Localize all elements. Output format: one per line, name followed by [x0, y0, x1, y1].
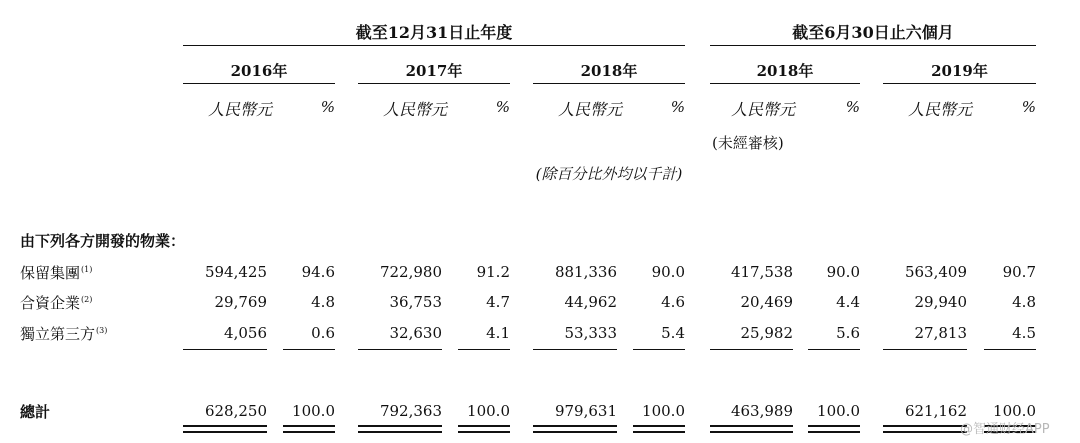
table-cell: 5.6 [836, 324, 860, 342]
table-cell: 44,962 [564, 293, 617, 311]
pct-label: % [495, 98, 510, 116]
unit-label: 人民幣元 [382, 100, 447, 119]
unit-label: 人民幣元 [207, 100, 272, 119]
year-2016: 2016年 [230, 62, 288, 80]
sum-underline [710, 349, 793, 350]
year-underline [358, 83, 510, 84]
table-cell: 0.6 [311, 324, 335, 342]
table-cell: 563,409 [904, 263, 967, 281]
total-double-underline [458, 431, 510, 433]
table-cell: 29,769 [214, 293, 267, 311]
total-double-underline [358, 431, 442, 433]
sum-underline [808, 349, 860, 350]
header-six-months: 截至6月30日止六個月 [792, 23, 954, 42]
header-underline-1 [183, 45, 685, 46]
total-label: 總計 [20, 403, 51, 421]
table-cell: 4.5 [1012, 324, 1036, 342]
total-double-underline [533, 425, 617, 427]
table-cell: 5.4 [661, 324, 685, 342]
table-cell: 881,336 [554, 263, 617, 281]
total-cell: 100.0 [642, 402, 685, 420]
total-cell: 100.0 [817, 402, 860, 420]
year-underline [883, 83, 1036, 84]
sum-underline [633, 349, 685, 350]
total-double-underline [533, 431, 617, 433]
unit-label: 人民幣元 [730, 100, 795, 119]
year-2017: 2017年 [405, 62, 463, 80]
sum-underline [984, 349, 1036, 350]
sum-underline [458, 349, 510, 350]
year-underline [183, 83, 335, 84]
table-cell: 4.7 [486, 293, 510, 311]
total-double-underline [358, 425, 442, 427]
table-cell: 25,982 [740, 324, 793, 342]
section-title: 由下列各方開發的物業： [20, 232, 186, 250]
sum-underline [883, 349, 967, 350]
table-cell: 20,469 [740, 293, 793, 311]
total-double-underline [808, 431, 860, 433]
sum-underline [358, 349, 442, 350]
total-cell: 628,250 [204, 402, 267, 420]
total-double-underline [710, 431, 793, 433]
table-cell: 722,980 [379, 263, 442, 281]
header-underline-2 [710, 45, 1036, 46]
table-cell: 4.4 [836, 293, 860, 311]
year-underline [533, 83, 685, 84]
row-label: 獨立第三方$^{(3)}$ [20, 325, 108, 343]
total-double-underline [283, 425, 335, 427]
pct-label: % [845, 98, 860, 116]
total-cell: 100.0 [467, 402, 510, 420]
total-double-underline [633, 425, 685, 427]
pct-label: % [670, 98, 685, 116]
total-double-underline [883, 425, 967, 427]
year-underline [710, 83, 860, 84]
total-double-underline [883, 431, 967, 433]
year-2019-h1: 2019年 [931, 62, 988, 80]
header-year-ended: 截至12月31日止年度 [355, 23, 513, 42]
table-cell: 53,333 [564, 324, 617, 342]
total-cell: 979,631 [554, 402, 617, 420]
sum-underline [533, 349, 617, 350]
row-label: 合資企業$^{(2)}$ [20, 294, 93, 312]
table-cell: 90.0 [651, 263, 685, 281]
total-cell: 100.0 [292, 402, 335, 420]
sum-underline [183, 349, 267, 350]
total-double-underline [808, 425, 860, 427]
table-cell: 4.6 [661, 293, 685, 311]
unit-label: 人民幣元 [557, 100, 622, 119]
total-double-underline [710, 425, 793, 427]
table-cell: 27,813 [914, 324, 967, 342]
table-cell: 91.2 [476, 263, 510, 281]
total-cell: 463,989 [730, 402, 793, 420]
watermark: @智通财经APP [960, 422, 1050, 437]
table-cell: 32,630 [389, 324, 442, 342]
sum-underline [283, 349, 335, 350]
table-cell: 36,753 [389, 293, 442, 311]
total-double-underline [283, 431, 335, 433]
table-cell: 90.7 [1002, 263, 1036, 281]
table-cell: 90.0 [826, 263, 860, 281]
unaudited-note: (未經審核) [712, 134, 784, 152]
total-cell: 792,363 [379, 402, 442, 420]
year-2018-h1: 2018年 [756, 62, 814, 80]
table-cell: 94.6 [301, 263, 335, 281]
year-2018: 2018年 [580, 62, 638, 80]
table-cell: 4.8 [1012, 293, 1036, 311]
table-cell: 29,940 [914, 293, 967, 311]
unit-label: 人民幣元 [907, 100, 972, 119]
pct-label: % [1021, 98, 1036, 116]
total-double-underline [183, 425, 267, 427]
pct-label: % [320, 98, 335, 116]
total-double-underline [633, 431, 685, 433]
table-cell: 417,538 [730, 263, 793, 281]
total-cell: 621,162 [904, 402, 967, 420]
row-label: 保留集團$^{(1)}$ [20, 264, 93, 282]
total-double-underline [183, 431, 267, 433]
total-double-underline [458, 425, 510, 427]
table-cell: 4.1 [486, 324, 510, 342]
table-cell: 4,056 [224, 324, 267, 342]
total-cell: 100.0 [993, 402, 1036, 420]
thousands-note: (除百分比外均以千計) [535, 165, 683, 183]
table-cell: 4.8 [311, 293, 335, 311]
table-cell: 594,425 [204, 263, 267, 281]
